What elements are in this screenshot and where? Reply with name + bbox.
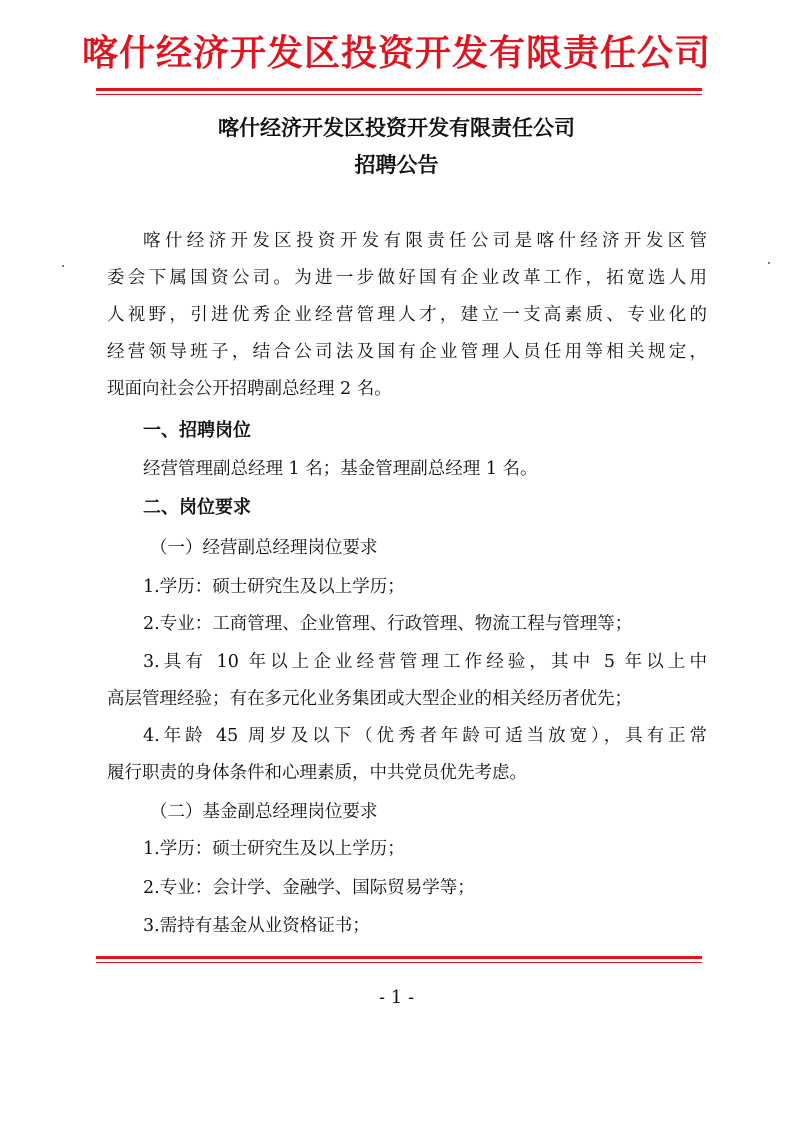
intro-line: 人视野，引进优秀企业经营管理人才，建立一支高素质、专业化的 [107, 305, 707, 325]
subsection-heading: （一）经营副总经理岗位要求 [150, 538, 378, 558]
requirement-item: 4.年龄 45 周岁及以下（优秀者年龄可适当放宽），具有正常 [143, 726, 707, 746]
requirement-item: 2.专业：会计学、金融学、国际贸易学等； [143, 878, 475, 898]
requirement-item: 高层管理经验；有在多元化业务集团或大型企业的相关经历者优先； [107, 689, 632, 709]
requirement-item: 3.具有 10 年以上企业经营管理工作经验，其中 5 年以上中 [143, 652, 707, 672]
footer-rule-thick [96, 956, 702, 959]
letterhead-rule-thick [96, 88, 702, 91]
section-text: 经营管理副总经理 1 名；基金管理副总经理 1 名。 [143, 459, 538, 479]
footer-rule-thin [96, 962, 702, 963]
section-heading: 二、岗位要求 [143, 497, 251, 518]
requirement-item: 2.专业：工商管理、企业管理、行政管理、物流工程与管理等； [143, 614, 633, 634]
intro-line: 喀什经济开发区投资开发有限责任公司是喀什经济开发区管 [143, 231, 707, 251]
document-title-line2: 招聘公告 [354, 152, 439, 177]
intro-line: 委会下属国资公司。为进一步做好国有企业改革工作，拓宽选人用 [107, 268, 707, 288]
subsection-heading: （二）基金副总经理岗位要求 [150, 802, 378, 822]
scan-mark [62, 265, 64, 267]
document-title-line1: 喀什经济开发区投资开发有限责任公司 [218, 115, 575, 140]
letterhead: 喀什经济开发区投资开发有限责任公司 [81, 33, 711, 74]
requirement-item: 1.学历：硕士研究生及以上学历； [143, 839, 405, 859]
requirement-item: 履行职责的身体条件和心理素质，中共党员优先考虑。 [107, 763, 527, 783]
requirement-item: 3.需持有基金从业资格证书； [143, 916, 370, 936]
requirement-item: 1.学历：硕士研究生及以上学历； [143, 577, 405, 597]
intro-line: 现面向社会公开招聘副总经理 2 名。 [107, 379, 392, 399]
page-number: - 1 - [378, 987, 415, 1008]
section-heading: 一、招聘岗位 [143, 420, 251, 441]
intro-line: 经营领导班子，结合公司法及国有企业管理人员任用等相关规定， [107, 342, 707, 362]
letterhead-rule-thin [96, 94, 702, 95]
scan-mark [768, 262, 770, 264]
